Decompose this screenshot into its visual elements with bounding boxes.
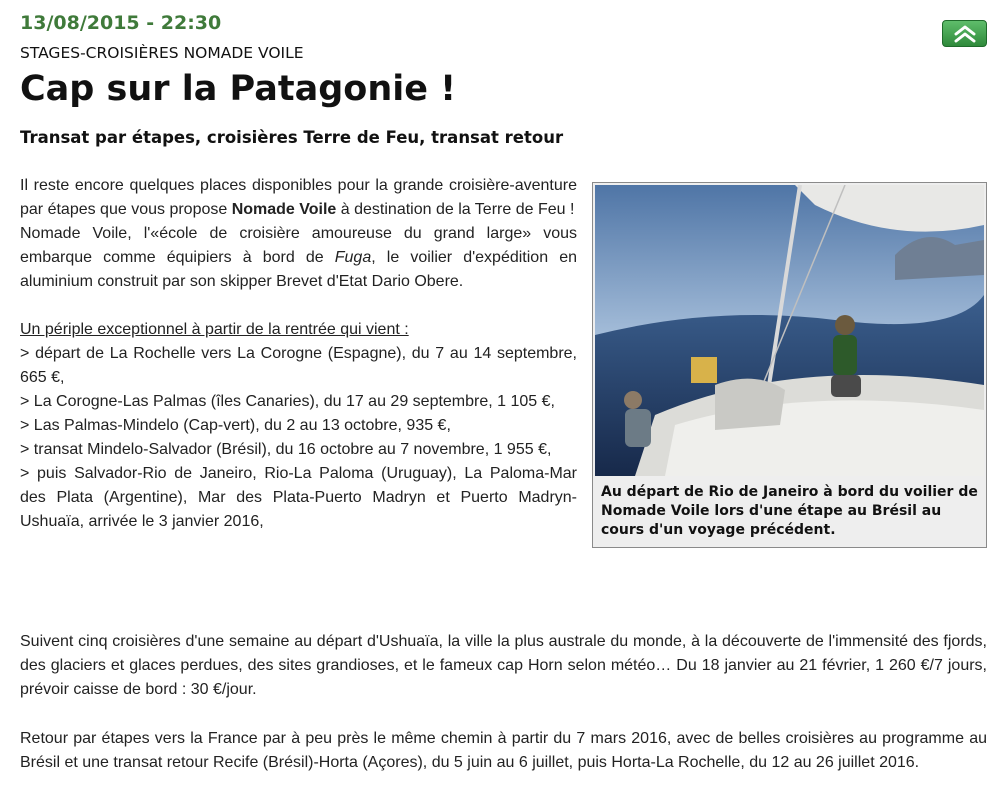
brand-name: Nomade Voile bbox=[231, 201, 337, 218]
itinerary-heading: Un périple exceptionnel à partir de la rentrée qui vient : bbox=[20, 321, 409, 338]
cruises-paragraph: Suivent cinq croisières d'une semaine au départ d'Ushuaïa, la ville la plus australe du monde, à la découverte de l'immensité des fjords, des glaciers et glaces perdues, des sites grandioses, et le fameux cap Horn selon météo… Du 18 janvier au 21 février, 1 260 €/7 jours, prévoir caisse de bord : 30 €/jour. bbox=[20, 633, 987, 698]
article-subtitle: Transat par étapes, croisières Terre de Feu, transat retour bbox=[20, 128, 564, 147]
return-paragraph: Retour par étapes vers la France par à peu près le même chemin à partir du 7 mars 2016, avec de belles croisières au programme au Brésil et une transat retour Recife (Brésil)-Horta (Açores), du 5 juin au 6 juillet, puis Horta-La Rochelle, du 12 au 26 juillet 2016. bbox=[20, 730, 987, 771]
back-to-top-button[interactable] bbox=[942, 20, 987, 47]
double-chevron-up-icon bbox=[952, 24, 978, 44]
sailboat-illustration bbox=[595, 185, 984, 476]
article-date: 13/08/2015 - 22:30 bbox=[20, 12, 222, 34]
itinerary-leg: > départ de La Rochelle vers La Corogne (Espagne), du 7 au 14 septembre, 665 €, bbox=[20, 345, 577, 386]
article-header bbox=[20, 10, 987, 150]
itinerary-leg: > transat Mindelo-Salvador (Brésil), du 16 octobre au 7 novembre, 1 955 €, bbox=[20, 441, 552, 458]
itinerary-leg: > La Corogne-Las Palmas (îles Canaries), du 17 au 29 septembre, 1 105 €, bbox=[20, 393, 555, 410]
boat-name: Fuga bbox=[334, 249, 372, 266]
photo-caption: Au départ de Rio de Janeiro à bord du voilier de Nomade Voile lors d'une étape au Brésil au cours d'un voyage précédent. bbox=[601, 484, 978, 538]
photo-figure bbox=[592, 182, 987, 548]
itinerary-leg: > puis Salvador-Rio de Janeiro, Rio-La Paloma (Uruguay), La Paloma-Mar des Plata (Argentine), Mar des Plata-Puerto Madryn et Puerto Madryn-Ushuaïa, arrivée le 3 janvier 2016, bbox=[20, 465, 577, 530]
sailboat-photo bbox=[595, 185, 984, 476]
itinerary-leg: > Las Palmas-Mindelo (Cap-vert), du 2 au 13 octobre, 935 €, bbox=[20, 417, 451, 434]
intro-paragraph-1: Il reste encore quelques places disponibles pour la grande croisière-aventure par étapes que vous propose Nomade Voile à destination de la Terre de Feu ! bbox=[20, 177, 577, 218]
article-rubric: STAGES-CROISIÈRES NOMADE VOILE bbox=[20, 44, 304, 62]
article-title: Cap sur la Patagonie ! bbox=[20, 69, 457, 109]
return-paragraph-block bbox=[20, 727, 987, 775]
intro-paragraph-2: Nomade Voile, l'«école de croisière amoureuse du grand large» vous embarque comme équipiers à bord de Fuga, le voilier d'expédition en aluminium construit par son skipper Brevet d'Etat Dario Obere. bbox=[20, 225, 577, 290]
cruises-paragraph-block bbox=[20, 630, 987, 702]
article-left-column bbox=[20, 174, 577, 534]
